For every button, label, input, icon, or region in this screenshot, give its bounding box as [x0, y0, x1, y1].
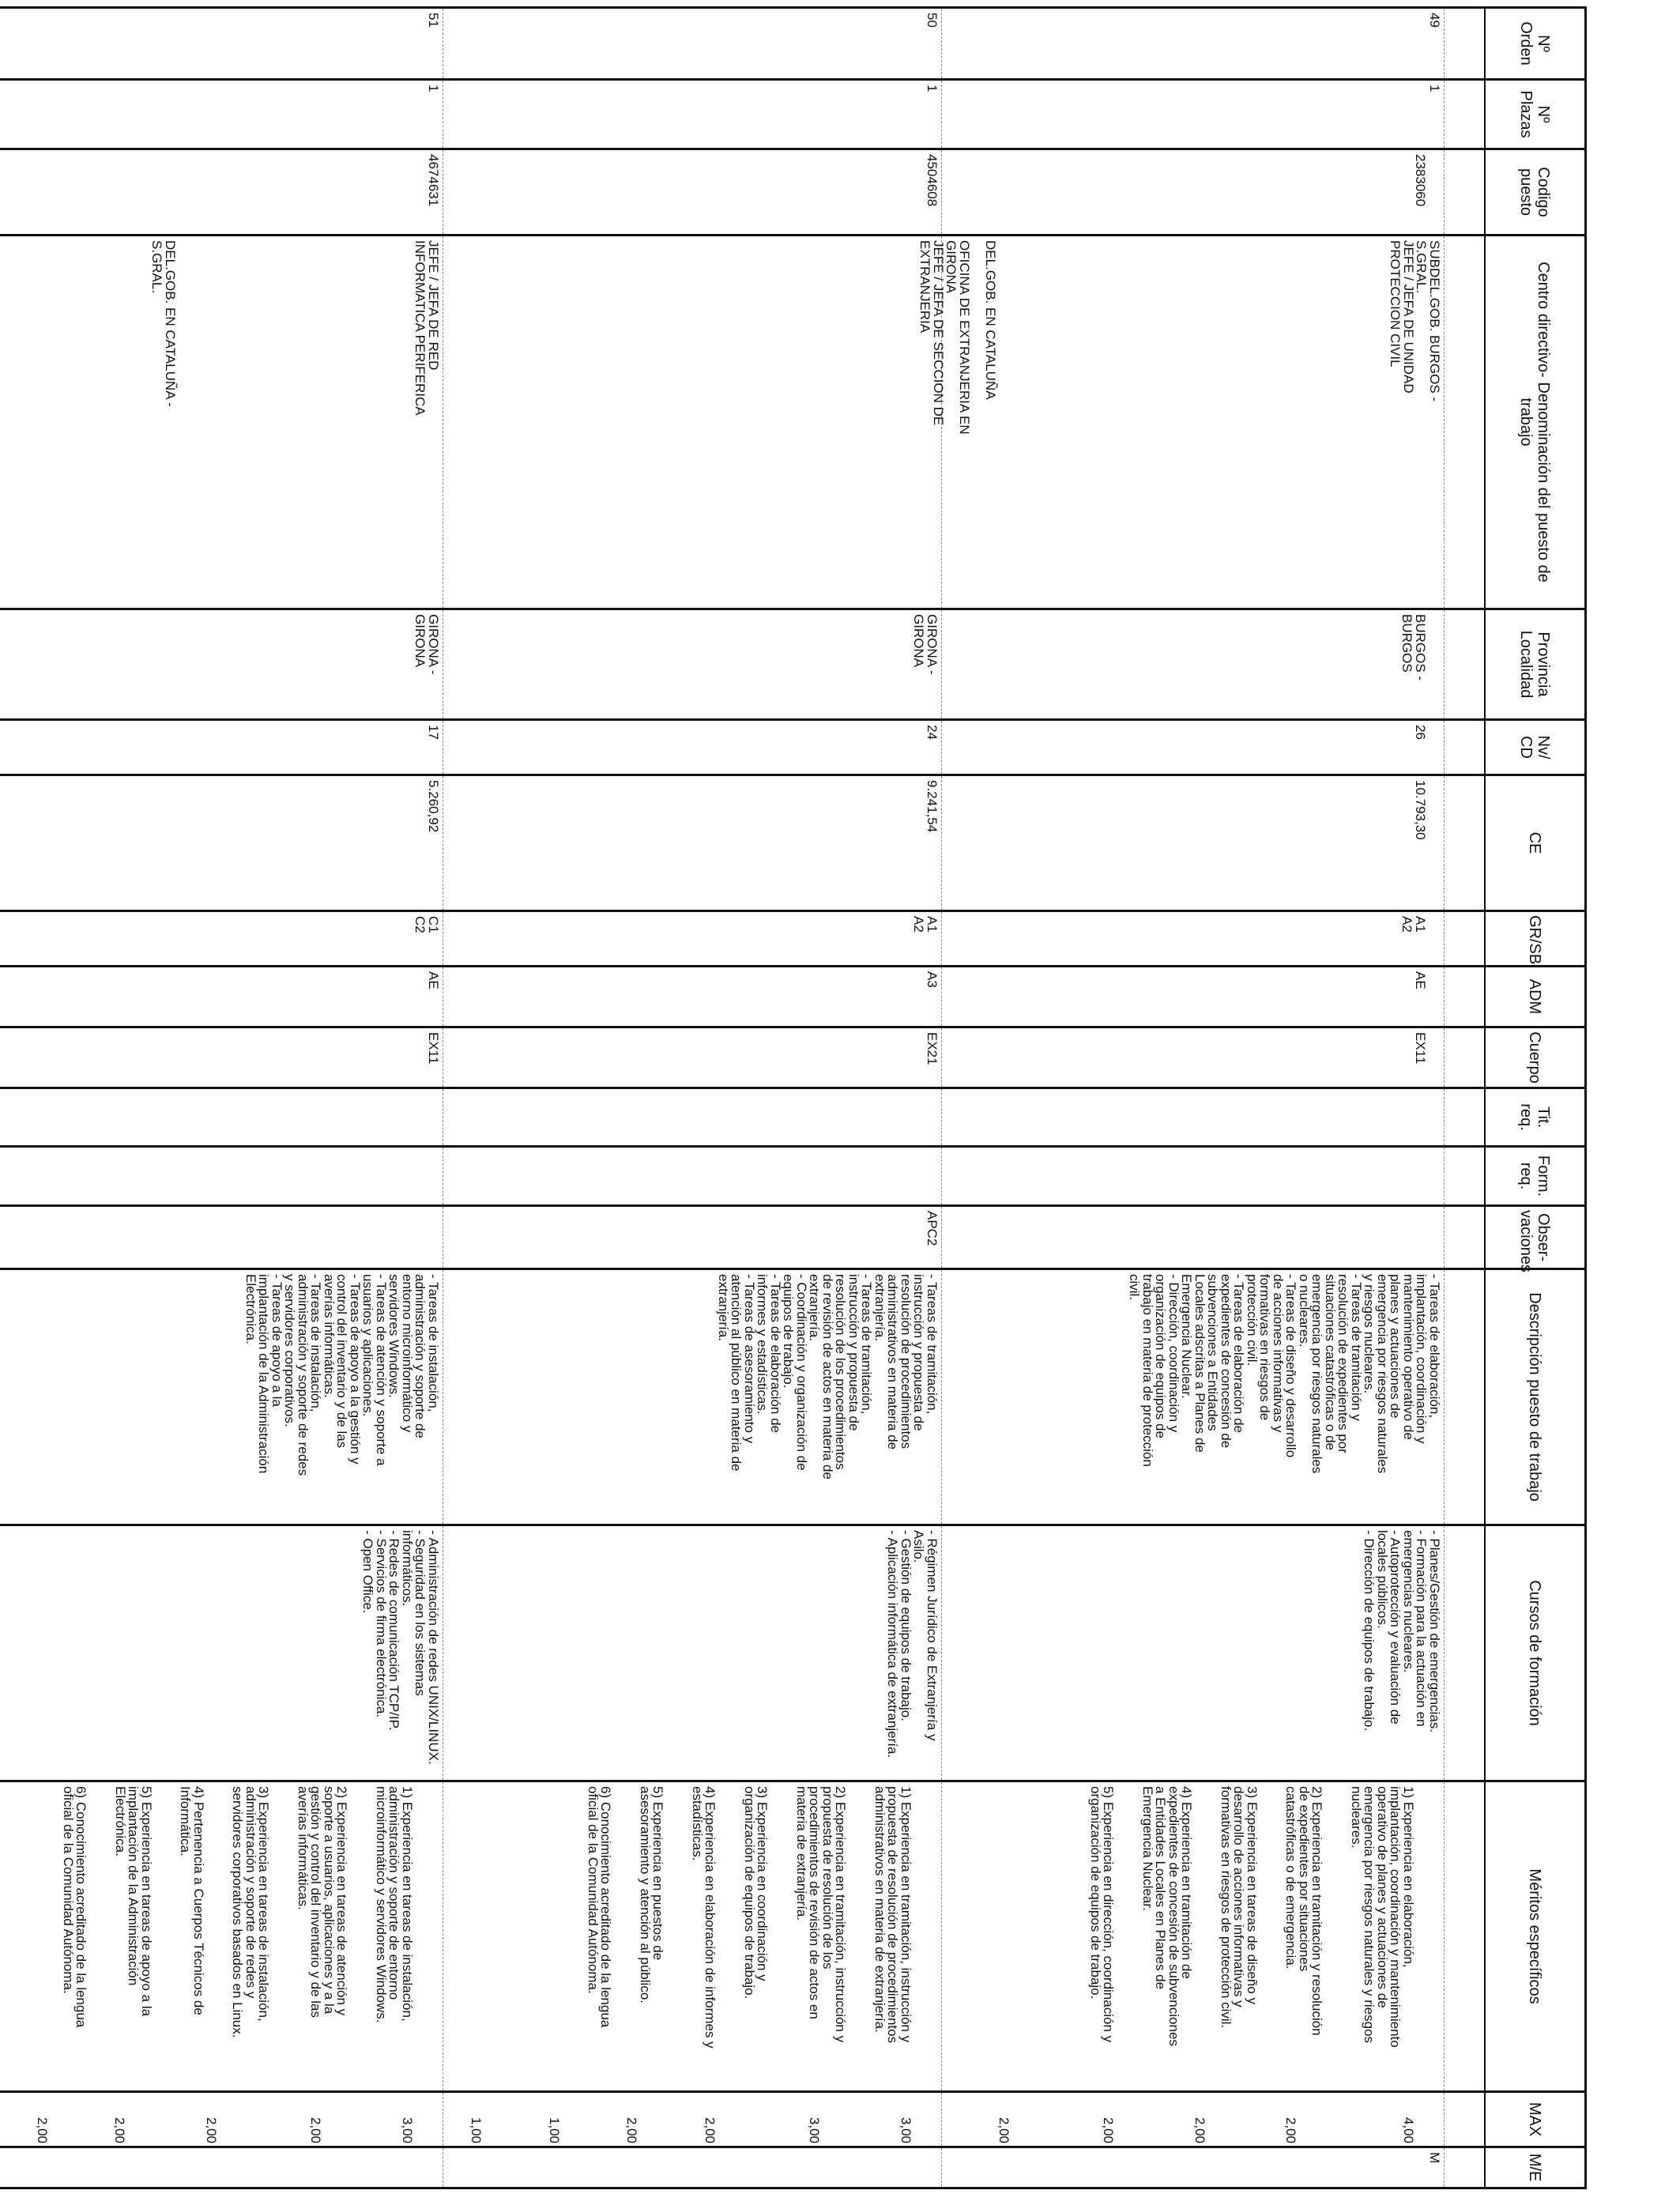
cell-formacion [942, 1147, 1445, 1206]
cell-adm: A3 [443, 967, 942, 1027]
merit-max: 2,00 [996, 2117, 1011, 2143]
merit-max: 3,00 [400, 2117, 415, 2143]
col-provincia: Provincia Localidad [1485, 609, 1586, 720]
col-formacion: Form. req. [1485, 1147, 1586, 1206]
merit-item: 4) Pertenencia a Cuerpos Técnicos de Informática. [178, 1786, 206, 2015]
cell-grupo: A1 A2 [942, 911, 1445, 967]
cell-me [0, 2147, 443, 2188]
cell-codigo: 4674631 [0, 149, 443, 236]
col-cuerpo: Cuerpo [1485, 1027, 1586, 1088]
merit-item: 1) Experiencia en tramitación, instrucción y propuesta de resolución de procedimientos administrativos en materia de extranjería. [872, 1786, 913, 2044]
cell-cuerpo: EX11 [942, 1027, 1445, 1088]
cell-ce: 5.260,92 [0, 775, 443, 911]
cell-adm: AE [0, 967, 443, 1027]
cell-max [942, 2092, 1445, 2147]
col-me: M/E [1485, 2147, 1586, 2188]
merit-item: 6) Conocimiento acreditado de la lengua oficial de la Comunidad Autónoma. [586, 1786, 614, 2028]
cell-plazas: 1 [0, 80, 443, 149]
cell-codigo: 2383060 [942, 149, 1445, 236]
position-title: JEFE / JEFA DE SECCION DE EXTRANJERIA [917, 240, 946, 426]
col-grupo: GR/SB [1485, 911, 1586, 967]
merit-max: 2,00 [624, 2117, 640, 2143]
cell-grupo: C1 C2 [0, 911, 443, 967]
cell-ce: 10.793,30 [942, 775, 1445, 911]
merit-item: 5) Experiencia en tareas de apoyo a la implantación de la Administración Electrónica. [113, 1786, 154, 2017]
cell-observaciones: APC2 [443, 1206, 942, 1269]
cell-ce: 9.241,54 [443, 775, 942, 911]
merit-max: 2,00 [308, 2117, 324, 2143]
merit-max: 1,00 [547, 2117, 562, 2143]
merit-max: 3,00 [807, 2117, 823, 2143]
cell-provincia: GIRONA - GIRONA [443, 609, 942, 720]
merit-max: 2,00 [1192, 2117, 1207, 2143]
merit-max: 4,00 [1401, 2117, 1416, 2143]
cell-formacion [0, 1147, 443, 1206]
cell-cuerpo: EX21 [443, 1027, 942, 1088]
merit-item: 2) Experiencia en tramitación y resolución de expedientes por situaciones catastróficas o de emergencia. [1283, 1786, 1325, 2036]
cell-descripcion: - Tareas de elaboración, implantación, coordinación y mantenimiento operativo de planes y actuaciones de emergencia por riesgos naturales y riesgos nucleares. - Tareas de tramitación y resolución de expedientes por situaciones catastróficas o de emergencia por riesgos naturales o nucleares. - Tareas de diseño y desarrollo de acciones informativas y formativas en riesgos de protección civil. - Tareas de elaboración de expedientes de concesión de subvenciones a Entidades Locales adscritas a Planes de Emergencia Nuclear. - Dirección, coordinación y organización de equipos de trabajo en materia de protección civil. [942, 1269, 1445, 1525]
cell-cursos: - Planes/Gestión de emergencias. - Formación para la actuación en emergencias nucleares. - Autoprotección y evaluación de locales públicos. - Dirección de equipos de trabajo. [942, 1525, 1445, 1781]
merit-item: 4) Experiencia en tramitación de expedientes de concesión de subvenciones a Entidades Locales en Planes de Emergencia Nuclear. [1140, 1786, 1195, 2046]
cell-cursos: - Administración de redes UNIX/LINUX. - Seguridad en los sistemas informáticos. - Redes de comunicación TCP/IP. - Servicios de firma electrónica. - Open Office. [0, 1525, 443, 1781]
merit-item: 5) Experiencia en dirección, coordinación y organización de equipos de trabajo. [1088, 1786, 1117, 2043]
col-meritos: Méritos específicos [1485, 1781, 1586, 2092]
next-unit-name: DEL.GOB. EN CATALUÑA - S.GRAL. [149, 240, 178, 407]
cell-me [443, 2147, 942, 2188]
cell-cursos: - Régimen Jurídico de Extranjería y Asilo. - Gestión de equipos de trabajo. - Aplicación informática de extranjería. [443, 1525, 942, 1781]
table-row [0, 8, 443, 2188]
merit-max: 2,00 [204, 2117, 219, 2143]
merit-item: 3) Experiencia en tareas de instalación, administración y soporte de redes y servidores corporativos basados en Linux. [230, 1786, 272, 2038]
cell-centro [443, 236, 998, 609]
cell-nivel: 24 [443, 720, 942, 775]
merit-max: 1,00 [469, 2117, 484, 2143]
unit-name: DEL.GOB. EN CATALUÑA OFICINA DE EXTRANJERIA EN GIRONA [944, 240, 998, 435]
position-title: JEFE / JEFA DE RED INFORMATICA PERIFERICA [412, 240, 441, 416]
cell-meritos [0, 1781, 443, 2092]
col-observaciones: Obser- vaciones [1485, 1206, 1586, 1269]
cell-cuerpo: EX11 [0, 1027, 443, 1088]
merit-item: 2) Experiencia en tareas de atención y soporte a usuarios, aplicaciones y a la gestión y control del inventario y de las averías informáticas. [296, 1786, 350, 2018]
merit-item: 3) Experiencia en coordinación y organización de equipos de trabajo. [742, 1786, 770, 2000]
col-codigo: Codigo puesto [1485, 149, 1586, 236]
cell-centro [0, 236, 443, 609]
col-cursos: Cursos de formación [1485, 1525, 1586, 1781]
cell-grupo: A1 A2 [443, 911, 942, 967]
cell-max [443, 2092, 942, 2147]
cell-observaciones [0, 1206, 443, 1269]
cell-orden: 50 [443, 8, 942, 80]
job-positions-table [0, 6, 1587, 2189]
cell-observaciones [942, 1206, 1445, 1269]
col-ce: CE [1485, 775, 1586, 911]
cell-titulacion [443, 1088, 942, 1147]
merit-item: 1) Experiencia en elaboración, implantación, coordinación y mantenimiento operativo de planes y actuaciones de emergencia por riesgos naturales y riesgos nucleares. [1349, 1786, 1416, 2048]
cell-plazas: 1 [443, 80, 942, 149]
cell-codigo: 4504608 [443, 149, 942, 236]
cell-centro [942, 236, 1445, 609]
col-centro: Centro directivo- Denominación del puesto de trabajo [1485, 236, 1586, 609]
cell-titulacion [942, 1088, 1445, 1147]
merit-max: 2,00 [35, 2117, 50, 2143]
cell-meritos [942, 1781, 1445, 2092]
cell-provincia: BURGOS - BURGOS [942, 609, 1445, 720]
cell-max [0, 2092, 443, 2147]
cell-formacion [443, 1147, 942, 1206]
merit-item: 5) Experiencia en puestos de asesoramiento y atención al público. [638, 1786, 666, 2004]
merit-max: 3,00 [898, 2117, 913, 2143]
cell-nivel: 26 [942, 720, 1445, 775]
cell-provincia: GIRONA - GIRONA [0, 609, 443, 720]
merit-max: 2,00 [703, 2117, 718, 2143]
unit-name: SUBDEL.GOB. BURGOS - S.GRAL. [1414, 240, 1442, 402]
col-plazas: Nº Plazas [1485, 80, 1586, 149]
merit-max: 2,00 [112, 2117, 128, 2143]
merit-item: 4) Experiencia en elaboración de informes y estadísticas. [690, 1786, 718, 2049]
table-row [443, 8, 942, 2188]
cell-me: M [942, 2147, 1445, 2188]
cell-plazas: 1 [942, 80, 1445, 149]
col-adm: ADM [1485, 967, 1586, 1027]
merit-item: 6) Conocimiento acreditado de la lengua oficial de la Comunidad Autónoma. [61, 1786, 89, 2028]
cell-orden: 49 [942, 8, 1445, 80]
cell-nivel: 17 [0, 720, 443, 775]
rotated-page [35, 6, 1587, 2184]
cell-orden: 51 [0, 8, 443, 80]
cell-descripcion: - Tareas de instalación, administración y soporte de entorno microinformático y servidores Windows. - Tareas de atención y soporte a usuarios y aplicaciones. - Tareas de apoyo a la gestión y control del inventario y de las averías informáticas. - Tareas de instalación, administración y soporte de redes y servidores corporativos. - Tareas de apoyo a la implantación de la Administración Electrónica. [0, 1269, 443, 1525]
merit-item: 1) Experiencia en tareas de instalación, administración y soporte de entorno microinformático y servidores Windows. [374, 1786, 415, 2023]
gap-row [1445, 8, 1486, 2188]
merit-max: 2,00 [1101, 2117, 1117, 2143]
col-nivel: Nv/ CD [1485, 720, 1586, 775]
position-title: JEFE / JEFA DE UNIDAD PROTECCION CIVIL [1388, 240, 1416, 394]
col-descripcion: Descripción puesto de trabajo [1485, 1269, 1586, 1525]
cell-adm: AE [942, 967, 1445, 1027]
merit-item: 3) Experiencia en tareas de diseño y desarrollo de acciones informativas y formativas en riesgos de protección civil. [1219, 1786, 1260, 2029]
col-max: MAX [1485, 2092, 1586, 2147]
cell-descripcion: - Tareas de tramitación, instrucción y propuesta de resolución de procedimientos administrativos en materia de extranjería. - Tareas de tramitación, instrucción y propuesta de resolución de los procedimientos de revisión de actos en materia de extranjería. - Coordinación y organización de equipos de trabajo. - Tareas de elaboración de informes y estadísticas. - Tareas de asesoramiento y atención al público en materia de extranjería. [443, 1269, 942, 1525]
table-row [942, 8, 1445, 2188]
header-row [1485, 8, 1586, 2188]
col-titulacion: Tit. req. [1485, 1088, 1586, 1147]
cell-titulacion [0, 1088, 443, 1147]
cell-meritos [443, 1781, 942, 2092]
merit-max: 2,00 [1283, 2117, 1299, 2143]
col-orden: Nº Orden [1485, 8, 1586, 80]
merit-item: 2) Experiencia en tramitación, instrucción y propuesta de resolución de los procedimientos de revisión de actos en materia de extranjería. [794, 1786, 849, 2043]
